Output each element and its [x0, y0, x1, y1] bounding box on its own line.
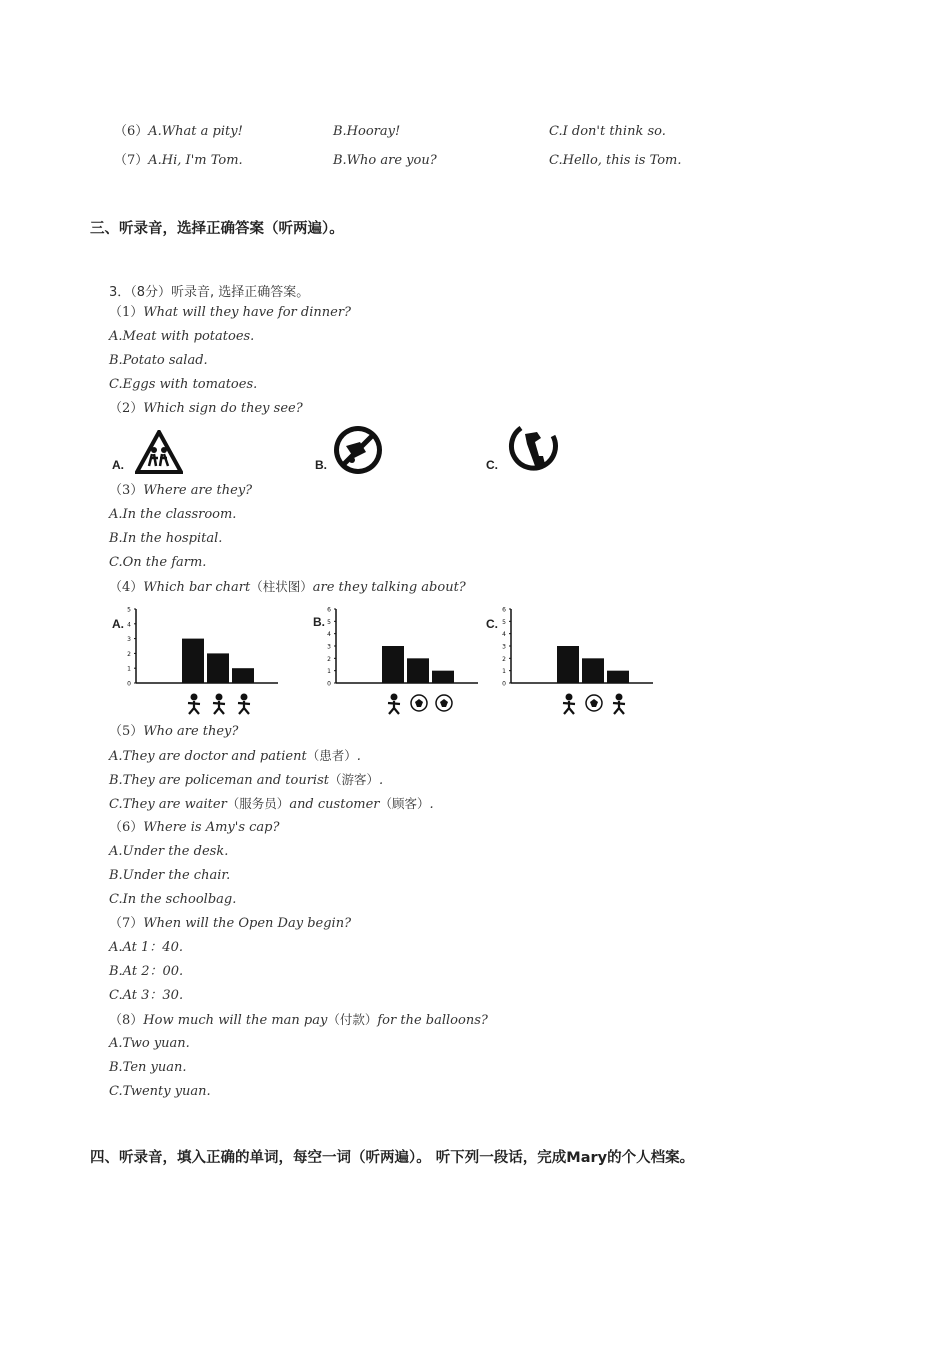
y-tick-label: 6	[502, 606, 506, 614]
q6-option-c: C.In the schoolbag.	[109, 892, 237, 907]
y-tick-label: 1	[127, 665, 131, 673]
bar	[582, 658, 604, 683]
y-tick-label: 0	[127, 680, 131, 688]
category-pictogram-icon	[188, 694, 200, 715]
children-crossing-sign-icon	[135, 430, 183, 474]
q8-option-b: B.Ten yuan.	[109, 1060, 187, 1075]
q2-label-a: A.	[112, 458, 124, 472]
y-tick-label: 3	[127, 636, 131, 644]
category-pictogram-icon	[411, 695, 427, 711]
q5-option-b: B.They are policeman and tourist（游客）.	[109, 772, 384, 788]
category-pictogram-icon	[563, 694, 575, 715]
y-tick-label: 4	[127, 621, 131, 629]
bar-chart-c	[499, 605, 659, 720]
q1-stem: （1）What will they have for dinner?	[109, 305, 352, 320]
prev-item-7-b: B.Who are you?	[333, 153, 437, 168]
prev-item-6-b: B.Hooray!	[333, 124, 401, 139]
y-tick-label: 5	[502, 618, 506, 626]
q2-label-b: B.	[315, 458, 327, 472]
y-tick-label: 4	[502, 631, 506, 639]
category-pictogram-icon	[613, 694, 625, 715]
q2-stem: （2）Which sign do they see?	[109, 401, 303, 416]
q4-label-a: A.	[112, 617, 124, 631]
q7-option-b: B.At 2：00.	[109, 964, 184, 979]
y-tick-label: 2	[502, 655, 506, 663]
bar	[607, 671, 629, 683]
y-tick-label: 1	[327, 668, 331, 676]
q7-stem: （7）When will the Open Day begin?	[109, 916, 352, 931]
category-pictogram-icon	[213, 694, 225, 715]
q3-option-a: A.In the classroom.	[109, 507, 237, 522]
y-tick-label: 6	[327, 606, 331, 614]
bar	[557, 646, 579, 683]
q2-label-c: C.	[486, 458, 498, 472]
q4-label-c: C.	[486, 617, 498, 631]
no-phone-sign-icon	[505, 422, 559, 472]
q5-option-c: C.They are waiter（服务员）and customer（顾客）.	[109, 796, 434, 812]
y-tick-label: 4	[327, 631, 331, 639]
bar-chart-a	[124, 605, 284, 720]
section4-heading: 四、听录音，填入正确的单词，每空一词（听两遍）。 听下列一段话，完成Mary的个人档案。	[90, 1150, 695, 1166]
prev-item-6-c: C.I don't think so.	[549, 124, 666, 139]
q4-label-b: B.	[313, 615, 325, 629]
q8-option-c: C.Twenty yuan.	[109, 1084, 211, 1099]
y-tick-label: 3	[327, 643, 331, 651]
prev-item-6: （6）A.What a pity!	[114, 124, 243, 139]
y-tick-label: 2	[327, 655, 331, 663]
bar	[407, 658, 429, 683]
q1-option-b: B.Potato salad.	[109, 353, 208, 368]
y-tick-label: 1	[502, 668, 506, 676]
q5-option-a: A.They are doctor and patient（患者）.	[109, 748, 361, 764]
q6-option-a: A.Under the desk.	[109, 844, 229, 859]
prev-item-7: （7）A.Hi, I'm Tom.	[114, 153, 243, 168]
category-pictogram-icon	[586, 695, 602, 711]
y-tick-label: 5	[127, 606, 131, 614]
bar	[207, 653, 229, 683]
q7-option-c: C.At 3：30.	[109, 988, 184, 1003]
q3-stem: （3）Where are they?	[109, 483, 253, 498]
category-pictogram-icon	[238, 694, 250, 715]
y-tick-label: 0	[502, 680, 506, 688]
y-tick-label: 3	[502, 643, 506, 651]
q8-option-a: A.Two yuan.	[109, 1036, 190, 1051]
q8-stem: （8）How much will the man pay（付款）for the balloons?	[109, 1012, 488, 1028]
q6-stem: （6）Where is Amy's cap?	[109, 820, 280, 835]
question-intro: 3．（8分）听录音, 选择正确答案。	[109, 285, 310, 300]
section3-heading: 三、听录音，选择正确答案（听两遍）。	[90, 221, 344, 237]
prev-item-7-c: C.Hello, this is Tom.	[549, 153, 682, 168]
bar	[182, 639, 204, 683]
no-littering-sign-icon	[332, 424, 384, 476]
category-pictogram-icon	[436, 695, 452, 711]
q1-option-c: C.Eggs with tomatoes.	[109, 377, 258, 392]
y-tick-label: 0	[327, 680, 331, 688]
q3-option-c: C.On the farm.	[109, 555, 207, 570]
bar-chart-b	[324, 605, 484, 720]
y-tick-label: 2	[127, 650, 131, 658]
q6-option-b: B.Under the chair.	[109, 868, 231, 883]
q1-option-a: A.Meat with potatoes.	[109, 329, 255, 344]
bar	[432, 671, 454, 683]
q7-option-a: A.At 1：40.	[109, 940, 183, 955]
q4-stem: （4）Which bar chart（柱状图）are they talking about?	[109, 579, 466, 595]
q3-option-b: B.In the hospital.	[109, 531, 223, 546]
q5-stem: （5）Who are they?	[109, 724, 239, 739]
y-tick-label: 5	[327, 618, 331, 626]
bar	[382, 646, 404, 683]
bar	[232, 668, 254, 683]
category-pictogram-icon	[388, 694, 400, 715]
